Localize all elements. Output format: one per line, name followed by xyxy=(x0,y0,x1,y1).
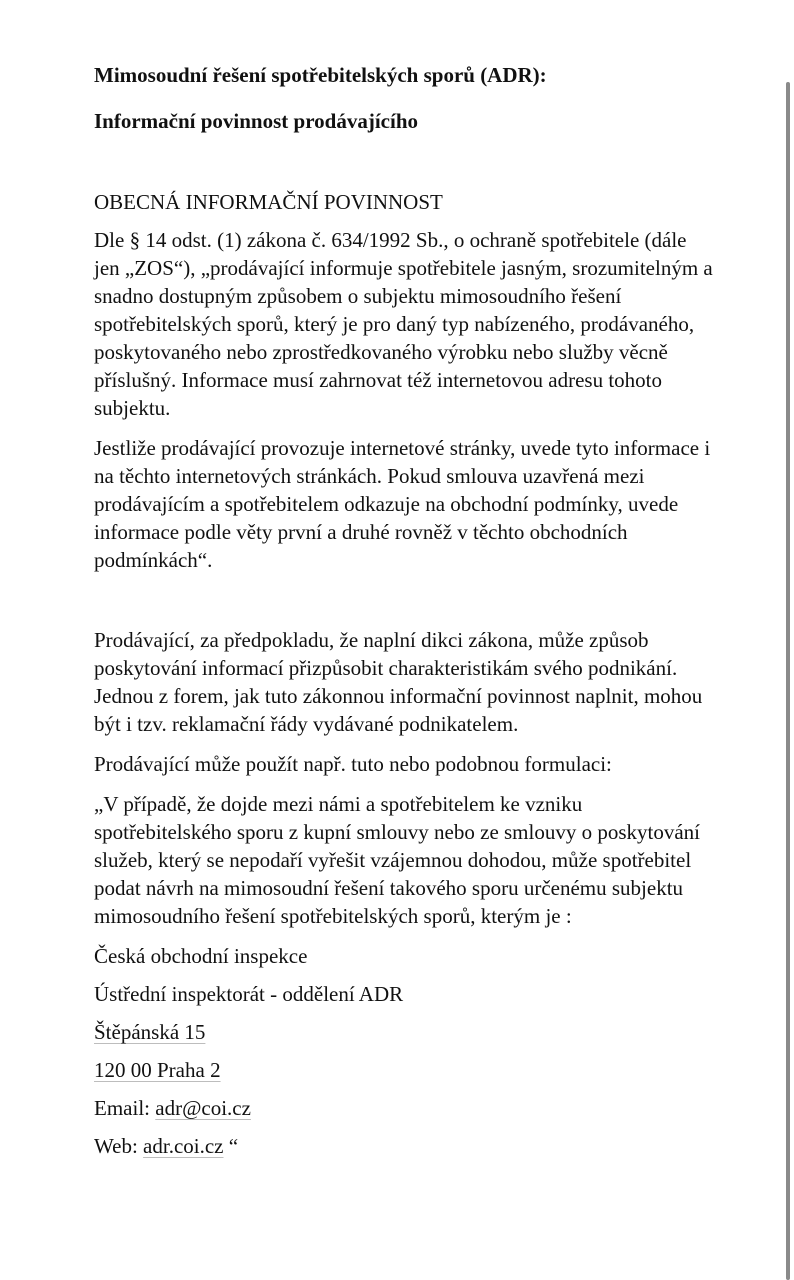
scrollbar[interactable] xyxy=(782,0,794,1280)
address-dept: Ústřední inspektorát - oddělení ADR xyxy=(94,982,404,1006)
address-org: Česká obchodní inspekce xyxy=(94,944,308,968)
document-body xyxy=(94,58,714,1170)
paragraph-website-info: Jestliže prodávající provozuje internetové stránky, uvede tyto informace i na těchto internetových stránkách. Pokud smlouva uzavřená mezi prodávajícím a spotřebitelem odkazuje na obchodní podmínky, uvede informace podle věty první a druhé rovněž v těchto obchodních podmínkách“. xyxy=(94,436,711,572)
web-link[interactable]: adr.coi.cz xyxy=(143,1134,224,1158)
paragraph-formulation-intro: Prodávající může použít např. tuto nebo podobnou formulaci: xyxy=(94,752,612,776)
paragraph-sample-formulation: „V případě, že dojde mezi námi a spotřebitelem ke vzniku spotřebitelského sporu z kupní smlouvy nebo ze smlouvy o poskytování služeb, který se nepodaří vyřešit vzájemnou dohodou, může spotřebitel podat návrh na mimosoudní řešení takového sporu určenému subjektu mimosoudního řešení spotřebitelských sporů, kterým je : xyxy=(94,792,701,928)
address-street[interactable] xyxy=(94,1018,714,1046)
scrollbar-thumb[interactable] xyxy=(786,82,790,1280)
page-subtitle: Informační povinnost prodávajícího xyxy=(94,109,418,133)
paragraph-zos-quote: Dle § 14 odst. (1) zákona č. 634/1992 Sb., o ochraně spotřebitele (dále jen „ZOS“), „prodávající informuje spotřebitele jasným, srozumitelným a snadno dostupným způsobem o subjektu mimosoudního řešení spotřebitelských sporů, který je pro daný typ nabízeného, prodávaného, poskytovaného nebo zprostředkovaného výrobku nebo služby věcně příslušný. Informace musí zahrnovat též internetovou adresu tohoto subjektu. xyxy=(94,228,713,420)
address-street-link[interactable]: Štěpánská 15 xyxy=(94,1020,206,1044)
address-email xyxy=(94,1094,714,1122)
email-label: Email: xyxy=(94,1096,156,1120)
address-city[interactable] xyxy=(94,1056,714,1084)
address-city-link[interactable]: 120 00 Praha 2 xyxy=(94,1058,221,1082)
spacer xyxy=(94,586,714,626)
section-title: OBECNÁ INFORMAČNÍ POVINNOST xyxy=(94,190,443,214)
page-title: Mimosoudní řešení spotřebitelských sporů (ADR): xyxy=(94,63,547,87)
closing-quote: “ xyxy=(223,1134,239,1158)
email-link[interactable]: adr@coi.cz xyxy=(155,1096,251,1120)
address-web xyxy=(94,1132,714,1160)
paragraph-seller-options: Prodávající, za předpokladu, že naplní dikci zákona, může způsob poskytování informací přizpůsobit charakteristikám svého podnikání. Jednou z forem, jak tuto zákonnou informační povinnost naplnit, mohou být i tzv. reklamační řády vydávané podnikatelem. xyxy=(94,628,703,736)
web-label: Web: xyxy=(94,1134,144,1158)
